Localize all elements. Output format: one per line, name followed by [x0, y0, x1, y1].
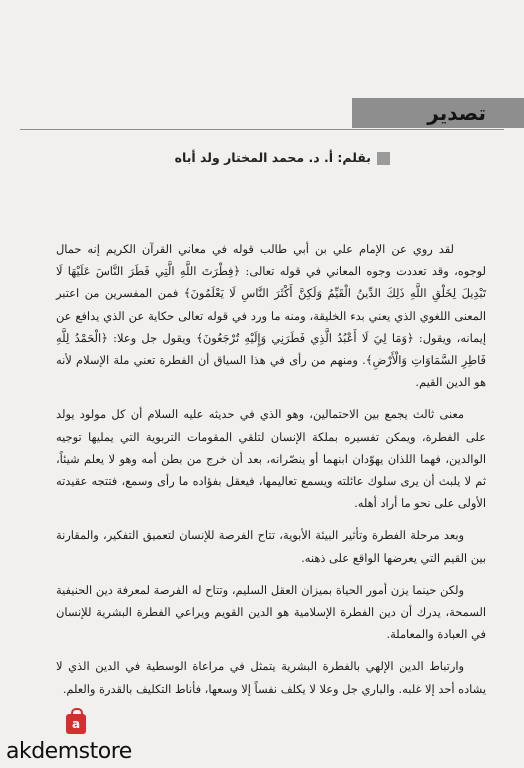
store-watermark-logo [6, 714, 132, 764]
paragraph: وارتباط الدين الإلهي بالفطرة البشرية يتمثل في مراعاة الوسطية في الدين الذي لا يشاده أحد إلا غلبه. والباري جل وعلا لا يكلف نفساً إلا وسعها، فأناط التكليف بالقدرة والعلم. [56, 659, 486, 696]
page-title: تصدير [427, 101, 486, 125]
title-rule [20, 129, 504, 130]
byline-marker [377, 152, 390, 165]
byline-text: بقلم: أ. د. محمد المختار ولد أباه [174, 150, 371, 165]
paragraph: ولكن حينما يزن أمور الحياة بميزان العقل السليم، وتتاح له الفرصة لمعرفة دين الحنيفية السمحة، يدرك أن دين الفطرة الإسلامية هو الدين القويم ويراعي الفطرة البشرية للإنسان في العبادة والمعاملة. [56, 582, 486, 642]
logo-wordmark: akdemstore [6, 739, 132, 764]
paragraph: معنى ثالث يجمع بين الاحتمالين، وهو الذي في حديثه عليه السلام أن كل مولود يولد على الفطرة، ويمكن تفسيره بملكة الإنسان لتلقي المقومات التربوية التي يمليها توجيه الوالدين، فهما اللذان يهوّدان ابنهما أو ينصّرانه، بعد أن خرج من بطن أمه وهو لا يعلم شيئاً، ثم لا يلبث أن يرى سلوك عائلته ويسمع تعاليمها، فيعقل بفؤاده ما رأى وسمع، فتتجه عقيدته الأولى على نحو ما أراد أهله. [56, 407, 486, 511]
paragraph: لقد روي عن الإمام علي بن أبي طالب قوله في معاني القرآن الكريم إنه حمال لوجوه، وقد تعددت وجوه المعاني في قوله تعالى: ﴿فِطْرَتَ اللَّهِ الَّتِي فَطَرَ النَّاسَ عَلَيْهَا لَا تَبْدِيلَ لِخَلْقِ اللَّهِ ذَلِكَ الدِّينُ الْقَيِّمُ وَلَكِنَّ أَكْثَرَ النَّاسِ لَا يَعْلَمُونَ﴾ فمن المفسرين من اعتبر المعنى اللغوي الذي يعني بدء الخليقة، ومنه ما ورد في قوله تعالى حكاية عن الذي يدافع عن إيمانه، ويقول: ﴿وَمَا لِيَ لَا أَعْبُدُ الَّذِي فَطَرَنِي وَإِلَيْهِ تُرْجَعُونَ﴾ ويقول جل وعلا: ﴿الْحَمْدُ لِلَّهِ فَاطِرِ السَّمَاوَاتِ وَالْأَرْضِ﴾. ومنهم من رأى في هذا السياق أن الفطرة تعني ملة الإسلام لأنه هو الدين القيم. [56, 242, 486, 390]
body-text [56, 238, 486, 710]
paragraph: وبعد مرحلة الفطرة وتأثير البيئة الأبوية، تتاح الفرصة للإنسان لتعميق التفكير، والمقارنة بين القيم التي يعرضها الواقع على ذهنه. [56, 528, 486, 565]
logo-badge-letter: a [71, 717, 81, 731]
shopping-bag-icon [66, 714, 86, 734]
author-byline [175, 147, 390, 169]
